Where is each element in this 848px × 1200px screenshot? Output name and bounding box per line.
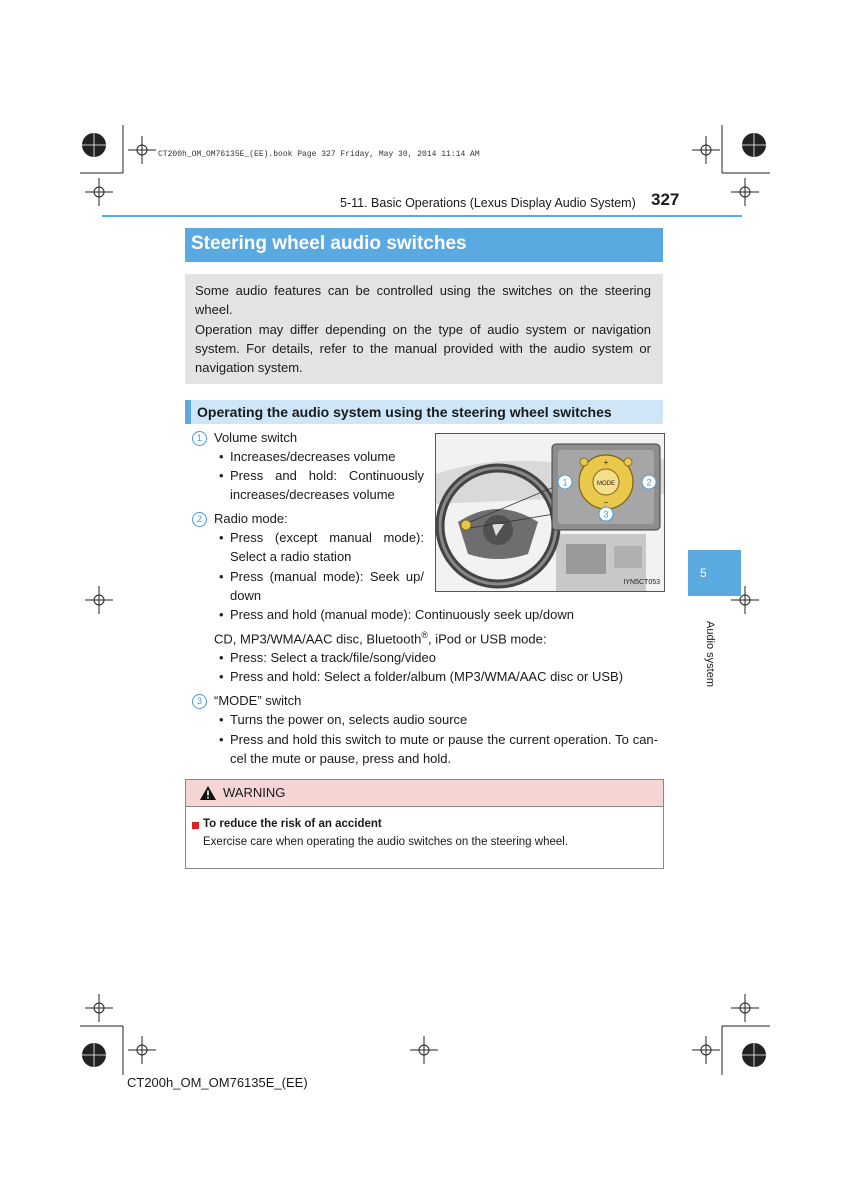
radio-bullet-1-line-2: Select a radio station [230, 549, 352, 564]
warning-text: Exercise care when operating the audio switches on the steering wheel. [203, 836, 569, 848]
media-mode-label [214, 630, 546, 646]
illustration-callout-1: 1 [562, 477, 568, 488]
radio-bullet-2-line-1: Press (manual mode): Seek up/ [230, 569, 424, 584]
intro-paragraph-2: Operation may differ depending on the type of audio system or navigation system. For details, refer to the manual provided with the audio system or navigation system. [195, 322, 651, 375]
chapter-number: 5 [700, 566, 707, 580]
mode-bullet-2-line-1: Press and hold this switch to mute or pause the current operation. To can- [230, 732, 658, 747]
bullet: • [219, 669, 224, 684]
subheading: Operating the audio system using the steering wheel switches [197, 404, 612, 420]
steering-wheel-drawing [436, 434, 664, 591]
mode-bullet-1: Turns the power on, selects audio source [230, 712, 468, 727]
bullet: • [219, 732, 224, 747]
subheading-bar [185, 400, 663, 424]
footer-doc-id: CT200h_OM_OM76135E_(EE) [127, 1075, 308, 1090]
intro-box [185, 274, 663, 384]
illustration-callout-2: 2 [646, 477, 652, 488]
bullet: • [219, 569, 224, 584]
illustration-code: IYN5CT053 [623, 579, 660, 586]
warning-bullet-square [192, 822, 199, 829]
volume-bullet-2-line-2: increases/decreases volume [230, 487, 395, 502]
page-title: Steering wheel audio switches [191, 233, 467, 254]
volume-bullet-1: Increases/decreases volume [230, 449, 396, 464]
callout-number-3: 3 [192, 694, 207, 709]
bullet: • [219, 607, 224, 622]
page-number: 327 [651, 190, 680, 209]
radio-bullet-1-line-1: Press (except manual mode): [230, 530, 424, 545]
radio-bullet-2-line-2: down [230, 588, 262, 603]
running-header: 5-11. Basic Operations (Lexus Display Audio System) [340, 196, 636, 210]
radio-mode-label: Radio mode: [214, 511, 288, 526]
media-mode-label-pre: CD, MP3/WMA/AAC disc, Bluetooth [214, 631, 422, 647]
radio-bullet-3: Press and hold (manual mode): Continuously seek up/down [230, 607, 574, 622]
svg-text:+: + [603, 458, 609, 467]
bullet: • [219, 468, 224, 483]
warning-heading: To reduce the risk of an accident [203, 818, 382, 830]
warning-header [186, 780, 663, 807]
print-info-line: CT200h_OM_OM76135E_(EE).book Page 327 Friday, May 30, 2014 11:14 AM [158, 150, 480, 159]
chapter-label: Audio system [704, 620, 716, 688]
mode-switch-label: “MODE” switch [214, 693, 302, 708]
callout-number-1: 1 [192, 431, 207, 446]
bullet: • [219, 650, 224, 665]
warning-triangle-icon [199, 785, 217, 801]
intro-paragraph-1: Some audio features can be controlled using the switches on the steering wheel. [195, 283, 651, 317]
volume-bullet-2-line-1: Press and hold: Continuously [230, 468, 424, 483]
illustration-callout-3: 3 [603, 509, 609, 520]
bullet: • [219, 530, 224, 545]
media-mode-label-post: , iPod or USB mode: [427, 631, 547, 647]
mode-button-label: MODE [597, 481, 615, 487]
steering-wheel-illustration [435, 433, 665, 592]
callout-number-2: 2 [192, 512, 207, 527]
bullet: • [219, 712, 224, 727]
media-bullet-2: Press and hold: Select a folder/album (MP3/WMA/AAC disc or USB) [230, 669, 624, 684]
bullet: • [219, 449, 224, 464]
registered-mark: ® [421, 630, 428, 640]
volume-switch-label: Volume switch [214, 430, 298, 445]
mode-bullet-2-line-2: cel the mute or pause, press and hold. [230, 751, 452, 766]
header-rule [102, 215, 742, 217]
svg-text:−: − [603, 498, 609, 507]
title-bar [185, 228, 663, 262]
media-bullet-1: Press: Select a track/file/song/video [230, 650, 436, 665]
chapter-tab [688, 550, 741, 596]
warning-label: WARNING [223, 785, 286, 800]
subheading-accent [185, 400, 191, 424]
